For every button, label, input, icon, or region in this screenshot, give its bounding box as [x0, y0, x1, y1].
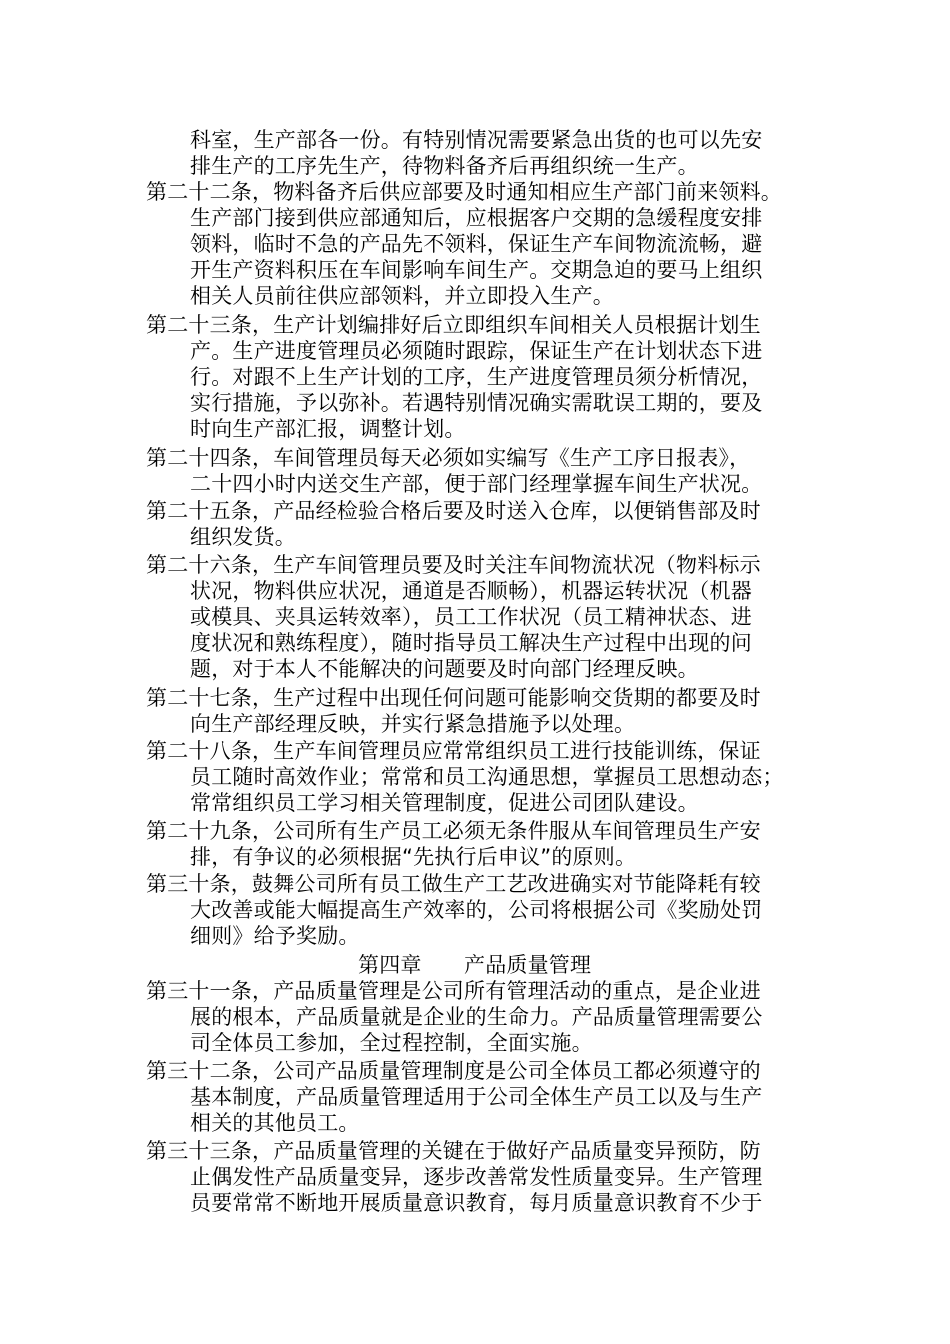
- text-line: 排，有争议的必须根据“先执行后申议”的原则。: [190, 845, 637, 869]
- article-28-line: 第二十八条，生产车间管理员应常常组织员工进行技能训练，保证: [146, 739, 761, 763]
- article-30-line: 第三十条，鼓舞公司所有员工做生产工艺改进确实对节能降耗有较: [146, 872, 761, 896]
- article-24-line: 第二十四条，车间管理员每天必须如实编写《生产工序日报表》，: [146, 446, 751, 470]
- text-line: 展的根本，产品质量就是企业的生命力。产品质量管理需要公: [190, 1005, 763, 1029]
- article-25-line: 第二十五条，产品经检验合格后要及时送入仓库，以便销售部及时: [146, 499, 761, 523]
- text-line: 科室，生产部各一份。有特别情况需要紧急出货的也可以先安: [190, 128, 763, 152]
- text-line: 基本制度，产品质量管理适用于公司全体生产员工以及与生产: [190, 1085, 763, 1109]
- article-26-line: 第二十六条，生产车间管理员要及时关注车间物流状况（物料标示: [146, 553, 761, 577]
- text-line: 度状况和熟练程度），随时指导员工解决生产过程中出现的问: [190, 631, 752, 655]
- article-29-line: 第二十九条，公司所有生产员工必须无条件服从车间管理员生产安: [146, 819, 761, 843]
- article-32-line: 第三十二条，公司产品质量管理制度是公司全体员工都必须遵守的: [146, 1059, 761, 1083]
- text-line: 向生产部经理反映，并实行紧急措施予以处理。: [190, 712, 636, 736]
- text-line: 排生产的工序先生产，待物料备齐后再组织统一生产。: [190, 154, 699, 178]
- text-line: 领料，临时不急的产品先不领料，保证生产车间物流流畅，避: [190, 232, 763, 256]
- text-line: 员要常常不断地开展质量意识教育，每月质量意识教育不少于: [190, 1191, 763, 1215]
- text-line: 开生产资料积压在车间影响车间生产。交期急迫的要马上组织: [190, 258, 763, 282]
- text-line: 行。对跟不上生产计划的工序，生产进度管理员须分析情况，: [190, 365, 763, 389]
- text-line: 组织发货。: [190, 525, 296, 549]
- text-line: 实行措施，予以弥补。若遇特别情况确实需耽误工期的，要及: [190, 391, 763, 415]
- text-line: 相关人员前往供应部领料，并立即投入生产。: [190, 284, 614, 308]
- article-22-line: 第二十二条，物料备齐后供应部要及时通知相应生产部门前来领料。: [146, 180, 782, 204]
- text-line: 生产部门接到供应部通知后，应根据客户交期的急缓程度安排: [190, 206, 763, 230]
- text-line: 相关的其他员工。: [190, 1111, 360, 1135]
- text-line: 细则》给予奖励。: [190, 924, 360, 948]
- text-line: 时向生产部汇报，调整计划。: [190, 417, 466, 441]
- text-line: 大改善或能大幅提高生产效率的，公司将根据公司《奖励处罚: [190, 898, 763, 922]
- text-line: 产。生产进度管理员必须随时跟踪，保证生产在计划状态下进: [190, 339, 763, 363]
- chapter-heading: 第四章 产品质量管理: [358, 953, 592, 977]
- article-23-line: 第二十三条，生产计划编排好后立即组织车间相关人员根据计划生: [146, 313, 761, 337]
- text-line: 状况，物料供应状况，通道是否顺畅），机器运转状况（机器: [190, 579, 752, 603]
- article-31-line: 第三十一条，产品质量管理是公司所有管理活动的重点，是企业进: [146, 979, 761, 1003]
- text-line: 常常组织员工学习相关管理制度，促进公司团队建设。: [190, 791, 699, 815]
- article-33-line: 第三十三条，产品质量管理的关键在于做好产品质量变异预防，防: [146, 1139, 761, 1163]
- text-line: 员工随时高效作业；常常和员工沟通思想，掌握员工思想动态；: [190, 765, 784, 789]
- text-line: 止偶发性产品质量变异，逐步改善常发性质量变异。生产管理: [190, 1165, 763, 1189]
- text-line: 题，对于本人不能解决的问题要及时向部门经理反映。: [190, 657, 699, 681]
- text-line: 司全体员工参加，全过程控制，全面实施。: [190, 1031, 593, 1055]
- text-line: 或模具、夹具运转效率），员工工作状况（员工精神状态、进: [190, 605, 752, 629]
- text-line: 二十四小时内送交生产部，便于部门经理掌握车间生产状况。: [190, 472, 763, 496]
- article-27-line: 第二十七条，生产过程中出现任何问题可能影响交货期的都要及时: [146, 686, 761, 710]
